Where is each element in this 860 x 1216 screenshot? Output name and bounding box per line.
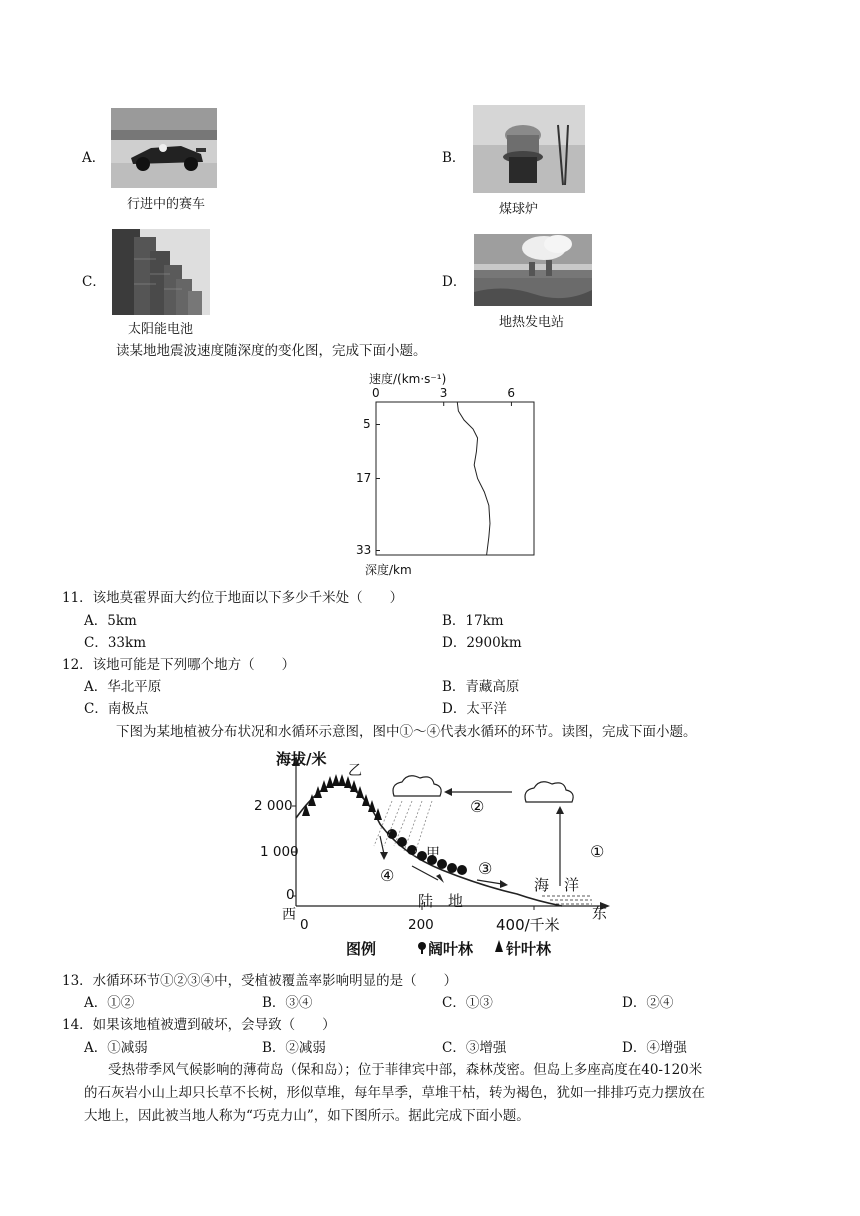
option-caption: 地热发电站 bbox=[499, 315, 565, 330]
q13-option-b[interactable]: B．③④ bbox=[262, 995, 313, 1011]
q11-option-a[interactable]: A．5km bbox=[84, 613, 137, 629]
cloud-icon bbox=[525, 782, 573, 802]
option-caption: 行进中的赛车 bbox=[127, 197, 206, 212]
arrow-4a bbox=[380, 836, 384, 854]
peak-label: 乙 bbox=[348, 763, 362, 779]
water-cycle-diagram bbox=[254, 746, 622, 966]
coal-stove-photo bbox=[473, 105, 585, 193]
point-jia-label: 甲 bbox=[426, 846, 440, 862]
q11-stem: 11．该地莫霍界面大约位于地面以下多少千米处（ ） bbox=[62, 590, 404, 606]
passage-line: 的石灰岩小山上却只长草不长树，形似草堆，每年旱季，草堆干枯，转为褐色，犹如一排排巧克力摆放在 bbox=[84, 1085, 705, 1101]
option-caption: 煤球炉 bbox=[499, 202, 539, 217]
q12-option-d[interactable]: D．太平洋 bbox=[442, 701, 507, 717]
q12-stem: 12．该地可能是下列哪个地方（ ） bbox=[62, 657, 296, 673]
q12-option-c[interactable]: C．南极点 bbox=[84, 701, 149, 717]
seismic-chart bbox=[344, 368, 544, 578]
y-tick: 2 000 bbox=[254, 798, 293, 814]
y-axis-label: 深度/km bbox=[365, 563, 412, 577]
intro-seismic: 读某地地震波速度随深度的变化图，完成下面小题。 bbox=[116, 343, 427, 359]
option-letter: D． bbox=[442, 274, 467, 290]
x-tick: 0 bbox=[300, 917, 309, 933]
x-tick: 400/千米 bbox=[496, 916, 560, 934]
q11-option-c[interactable]: C．33km bbox=[84, 635, 146, 651]
q14-option-a[interactable]: A．①减弱 bbox=[84, 1040, 148, 1056]
q13-option-d[interactable]: D．②④ bbox=[622, 995, 674, 1011]
option-letter: B． bbox=[442, 150, 466, 166]
legend-title: 图例 bbox=[346, 940, 377, 958]
q13-stem: 13．水循环环节①②③④中，受植被覆盖率影响明显的是（ ） bbox=[62, 973, 458, 989]
y-axis-label: 海拔/米 bbox=[276, 750, 327, 768]
west-label: 西 bbox=[282, 907, 296, 923]
q12-option-a[interactable]: A．华北平原 bbox=[84, 679, 162, 695]
process-4-label: ④ bbox=[380, 866, 395, 885]
option-letter: C． bbox=[82, 274, 106, 290]
q14-option-c[interactable]: C．③增强 bbox=[442, 1040, 507, 1056]
q11-option-d[interactable]: D．2900km bbox=[442, 635, 522, 651]
legend-broadleaf: 阔叶林 bbox=[428, 940, 474, 958]
solar-panel-photo bbox=[112, 229, 210, 315]
east-label: 东 bbox=[592, 904, 608, 922]
x-tick-label: 3 bbox=[439, 386, 448, 400]
q14-stem: 14．如果该地植被遭到破坏，会导致（ ） bbox=[62, 1017, 336, 1033]
cloud-icon bbox=[393, 776, 441, 796]
land-label: 陆 地 bbox=[418, 892, 464, 910]
process-3-label: ③ bbox=[478, 859, 493, 878]
passage-line: 大地上，因此被当地人称为“巧克力山”，如下图所示。据此完成下面小题。 bbox=[84, 1108, 530, 1124]
y-tick-label: 33 bbox=[356, 542, 372, 557]
chart-frame bbox=[376, 402, 534, 555]
x-tick-label: 0 bbox=[372, 386, 380, 400]
q13-option-c[interactable]: C．①③ bbox=[442, 995, 493, 1011]
racing-car-photo bbox=[111, 108, 217, 188]
legend-conifer-icon bbox=[495, 940, 503, 952]
process-2-label: ② bbox=[470, 797, 485, 816]
q14-option-d[interactable]: D．④增强 bbox=[622, 1040, 687, 1056]
x-tick: 200 bbox=[408, 917, 434, 933]
q13-option-a[interactable]: A．①② bbox=[84, 995, 135, 1011]
ocean-label: 海 洋 bbox=[534, 876, 580, 894]
y-tick-label: 17 bbox=[356, 470, 372, 485]
passage-line: 受热带季风气候影响的薄荷岛（保和岛）；位于菲律宾中部，森林茂密。但岛上多座高度在40-120米 bbox=[108, 1062, 703, 1078]
option-letter: A． bbox=[82, 150, 106, 166]
x-tick-label: 6 bbox=[507, 386, 516, 400]
arrow-4b bbox=[412, 866, 438, 880]
y-tick: 1 000 bbox=[260, 844, 299, 860]
option-caption: 太阳能电池 bbox=[128, 322, 194, 337]
geothermal-plant-photo bbox=[474, 234, 592, 306]
q11-option-b[interactable]: B．17km bbox=[442, 613, 504, 629]
legend-conifer: 针叶林 bbox=[506, 940, 552, 958]
q12-option-b[interactable]: B．青藏高原 bbox=[442, 679, 520, 695]
y-tick-label: 5 bbox=[363, 416, 371, 431]
intro-water: 下图为某地植被分布状况和水循环示意图，图中①～④代表水循环的环节。读图，完成下面小题。 bbox=[116, 724, 697, 740]
process-1-label: ① bbox=[590, 842, 605, 861]
velocity-curve bbox=[457, 402, 490, 555]
x-axis-label: 速度/(km·s⁻¹) bbox=[369, 372, 447, 386]
y-tick: 0 bbox=[286, 887, 295, 903]
q14-option-b[interactable]: B．②减弱 bbox=[262, 1040, 326, 1056]
